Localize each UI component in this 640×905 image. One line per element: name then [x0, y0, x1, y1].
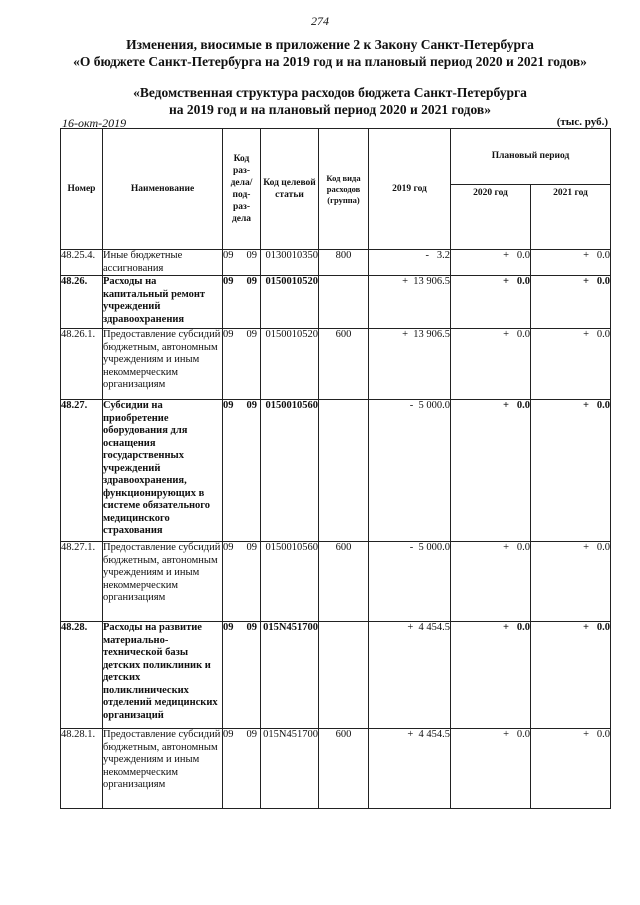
row-value-2019: + 13 906.5	[369, 276, 451, 329]
row-expense-code: 600	[319, 542, 369, 622]
row-value-2020: + 0.0	[451, 250, 531, 276]
row-name: Субсидии на приобретение оборудования для оснащения государственных учреждений здравоохранения, функционирующих в системе обязательного медицинского страхования	[103, 400, 223, 542]
row-number: 48.27.	[61, 400, 103, 542]
row-number: 48.26.1.	[61, 329, 103, 400]
header-target-code: Код целевой статьи	[261, 129, 319, 250]
row-value-2019: + 13 906.5	[369, 329, 451, 400]
row-razdel: 09	[223, 542, 234, 553]
row-podrazdel: 09	[246, 729, 257, 740]
row-target-code: 015N451700	[261, 622, 319, 729]
row-value-2021: + 0.0	[531, 622, 611, 729]
subtitle-line-1: «Ведомственная структура расходов бюджета Санкт-Петербурга	[133, 85, 527, 100]
row-name: Иные бюджетные ассигнования	[103, 250, 223, 276]
row-value-2021: + 0.0	[531, 276, 611, 329]
table-row	[61, 622, 611, 729]
row-podrazdel: 09	[246, 329, 257, 340]
row-expense-code: 800	[319, 250, 369, 276]
row-value-2019: - 3.2	[369, 250, 451, 276]
row-name: Расходы на развитие материально-технической базы детских поликлиник и детских поликлинических отделений медицинских организаций	[103, 622, 223, 729]
row-value-2020: + 0.0	[451, 622, 531, 729]
units-label: (тыс. руб.)	[556, 116, 608, 128]
document-subtitle	[40, 84, 620, 118]
row-section-code	[223, 542, 261, 622]
table-row	[61, 329, 611, 400]
header-section-code: Код раз- дела/ под- раз- дела	[223, 129, 261, 250]
row-value-2019: + 4 454.5	[369, 622, 451, 729]
header-number: Номер	[61, 129, 103, 250]
row-podrazdel: 09	[246, 250, 257, 261]
row-name: Предоставление субсидий бюджетным, автономным учреждениям и иным некоммерческим организациям	[103, 542, 223, 622]
budget-table	[60, 128, 611, 809]
row-name: Предоставление субсидий бюджетным, автономным учреждениям и иным некоммерческим организациям	[103, 729, 223, 809]
row-name: Расходы на капитальный ремонт учреждений здравоохранения	[103, 276, 223, 329]
row-number: 48.28.1.	[61, 729, 103, 809]
title-line-1: Изменения, виосимые в приложение 2 к Закону Санкт-Петербурга	[126, 37, 534, 52]
title-line-2: «О бюджете Санкт-Петербурга на 2019 год и на плановый период 2020 и 2021 годов»	[73, 54, 587, 69]
header-2021: 2021 год	[531, 184, 611, 249]
subtitle-line-2: на 2019 год и на плановый период 2020 и 2021 годов»	[169, 102, 491, 117]
row-value-2019: - 5 000.0	[369, 542, 451, 622]
row-value-2020: + 0.0	[451, 542, 531, 622]
document-date: 16-окт-2019	[62, 116, 127, 130]
row-razdel: 09	[223, 622, 234, 633]
row-target-code: 0130010350	[261, 250, 319, 276]
row-target-code: 0150010520	[261, 276, 319, 329]
row-section-code	[223, 729, 261, 809]
row-value-2019: - 5 000.0	[369, 400, 451, 542]
row-number: 48.26.	[61, 276, 103, 329]
row-expense-code: 600	[319, 729, 369, 809]
row-value-2020: + 0.0	[451, 329, 531, 400]
row-value-2021: + 0.0	[531, 329, 611, 400]
row-expense-code: 600	[319, 329, 369, 400]
row-value-2021: + 0.0	[531, 542, 611, 622]
row-razdel: 09	[223, 729, 234, 740]
row-name: Предоставление субсидий бюджетным, автономным учреждениям и иным некоммерческим организациям	[103, 329, 223, 400]
row-target-code: 0150010560	[261, 400, 319, 542]
row-expense-code	[319, 400, 369, 542]
row-section-code	[223, 622, 261, 729]
table-row	[61, 250, 611, 276]
header-expense-code: Код вида расходов (группа)	[319, 129, 369, 250]
table-row	[61, 276, 611, 329]
row-value-2020: + 0.0	[451, 729, 531, 809]
row-value-2019: + 4 454.5	[369, 729, 451, 809]
table-row	[61, 542, 611, 622]
row-target-code: 015N451700	[261, 729, 319, 809]
header-2019: 2019 год	[369, 129, 451, 250]
row-value-2021: + 0.0	[531, 250, 611, 276]
table-body	[61, 250, 611, 809]
row-razdel: 09	[223, 250, 234, 261]
table-row	[61, 400, 611, 542]
row-expense-code	[319, 276, 369, 329]
row-razdel: 09	[223, 329, 234, 340]
row-podrazdel: 09	[246, 400, 257, 411]
row-value-2021: + 0.0	[531, 400, 611, 542]
row-podrazdel: 09	[246, 276, 257, 287]
row-podrazdel: 09	[246, 542, 257, 553]
table-row	[61, 729, 611, 809]
row-value-2021: + 0.0	[531, 729, 611, 809]
row-section-code	[223, 250, 261, 276]
row-section-code	[223, 329, 261, 400]
header-2020: 2020 год	[451, 184, 531, 249]
row-target-code: 0150010560	[261, 542, 319, 622]
row-razdel: 09	[223, 400, 234, 411]
row-value-2020: + 0.0	[451, 400, 531, 542]
row-number: 48.27.1.	[61, 542, 103, 622]
row-section-code	[223, 400, 261, 542]
row-razdel: 09	[223, 276, 234, 287]
page-number: 274	[311, 14, 329, 28]
row-expense-code	[319, 622, 369, 729]
row-number: 48.28.	[61, 622, 103, 729]
row-section-code	[223, 276, 261, 329]
row-value-2020: + 0.0	[451, 276, 531, 329]
row-number: 48.25.4.	[61, 250, 103, 276]
row-podrazdel: 09	[246, 622, 257, 633]
header-planned-period: Плановый период	[451, 129, 611, 185]
document-title	[40, 36, 620, 70]
header-name: Наименование	[103, 129, 223, 250]
row-target-code: 0150010520	[261, 329, 319, 400]
